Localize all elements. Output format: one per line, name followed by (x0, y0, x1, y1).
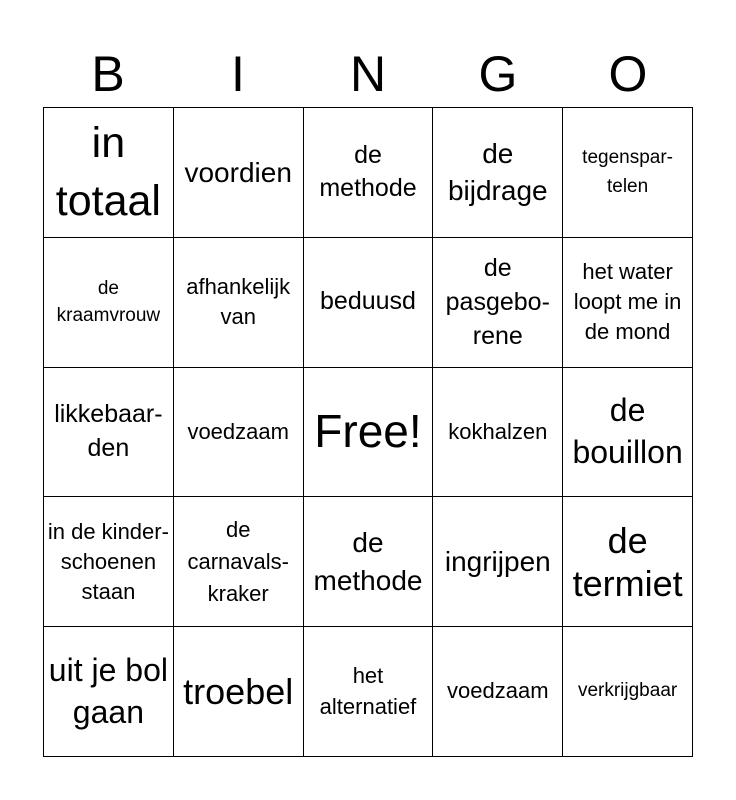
bingo-cell-r2-c3[interactable] (304, 238, 434, 368)
cell-text: de methode (313, 526, 423, 596)
bingo-cell-r1-c5[interactable] (563, 108, 693, 238)
header-letter-b: B (91, 46, 125, 102)
header-letter-n: N (349, 46, 387, 102)
cell-text: afhankelijk van (186, 273, 291, 330)
cell-text: het water loopt me in de mond (573, 258, 682, 345)
bingo-cell-r2-c2[interactable] (174, 238, 304, 368)
free-space-text: Free! (314, 405, 422, 458)
cell-text: troebel (183, 671, 294, 712)
cell-text: de carnavals-kraker (187, 516, 289, 606)
cell-text: het alternatief (319, 663, 417, 719)
bingo-cell-r4-c3[interactable] (304, 497, 434, 627)
bingo-cell-r4-c2[interactable] (174, 497, 304, 627)
bingo-cell-r2-c1[interactable] (44, 238, 174, 368)
bingo-cell-r5-c1[interactable] (44, 627, 174, 757)
cell-text: de pasgebo-rene (445, 253, 550, 351)
cell-text: ingrijpen (444, 545, 551, 577)
bingo-cell-r1-c2[interactable] (174, 108, 304, 238)
bingo-cell-r3-c2[interactable] (174, 368, 304, 498)
cell-text: uit je bol gaan (48, 652, 168, 730)
cell-text: voordien (184, 156, 292, 188)
bingo-cell-r2-c5[interactable] (563, 238, 693, 368)
cell-text: de bouillon (572, 392, 683, 470)
cell-text: beduusd (320, 287, 416, 316)
bingo-cell-r4-c1[interactable] (44, 497, 174, 627)
bingo-cell-r3-c5[interactable] (563, 368, 693, 498)
cell-text: voedzaam (187, 418, 289, 444)
cell-text: de termiet (572, 519, 683, 604)
bingo-cell-r5-c5[interactable] (563, 627, 693, 757)
cell-text: tegenspar-telen (582, 146, 674, 198)
cell-text: likkebaar-den (54, 400, 163, 462)
bingo-cell-r3-c3-free[interactable] (304, 368, 434, 498)
bingo-cell-r3-c1[interactable] (44, 368, 174, 498)
bingo-cell-r1-c3[interactable] (304, 108, 434, 238)
header-letter-g: G (478, 46, 518, 102)
bingo-cell-r5-c4[interactable] (433, 627, 563, 757)
bingo-cell-r4-c5[interactable] (563, 497, 693, 627)
cell-text: de kraamvrouw (56, 277, 161, 327)
bingo-cell-r5-c2[interactable] (174, 627, 304, 757)
bingo-cell-r1-c1[interactable] (44, 108, 174, 238)
bingo-header (43, 40, 693, 108)
cell-text: verkrijgbaar (577, 680, 678, 702)
bingo-cell-r4-c4[interactable] (433, 497, 563, 627)
cell-text: de methode (319, 140, 417, 203)
header-letter-i: I (231, 46, 245, 102)
bingo-cell-r3-c4[interactable] (433, 368, 563, 498)
bingo-cell-r2-c4[interactable] (433, 238, 563, 368)
cell-text: voedzaam (447, 678, 549, 704)
cell-text: in totaal (55, 119, 161, 226)
bingo-cell-r5-c3[interactable] (304, 627, 434, 757)
cell-text: de bijdrage (447, 137, 548, 207)
bingo-card (43, 107, 693, 757)
bingo-cell-r1-c4[interactable] (433, 108, 563, 238)
header-letter-o: O (608, 46, 648, 102)
cell-text: in de kinder-schoenen staan (47, 519, 169, 604)
cell-text: kokhalzen (448, 418, 548, 444)
